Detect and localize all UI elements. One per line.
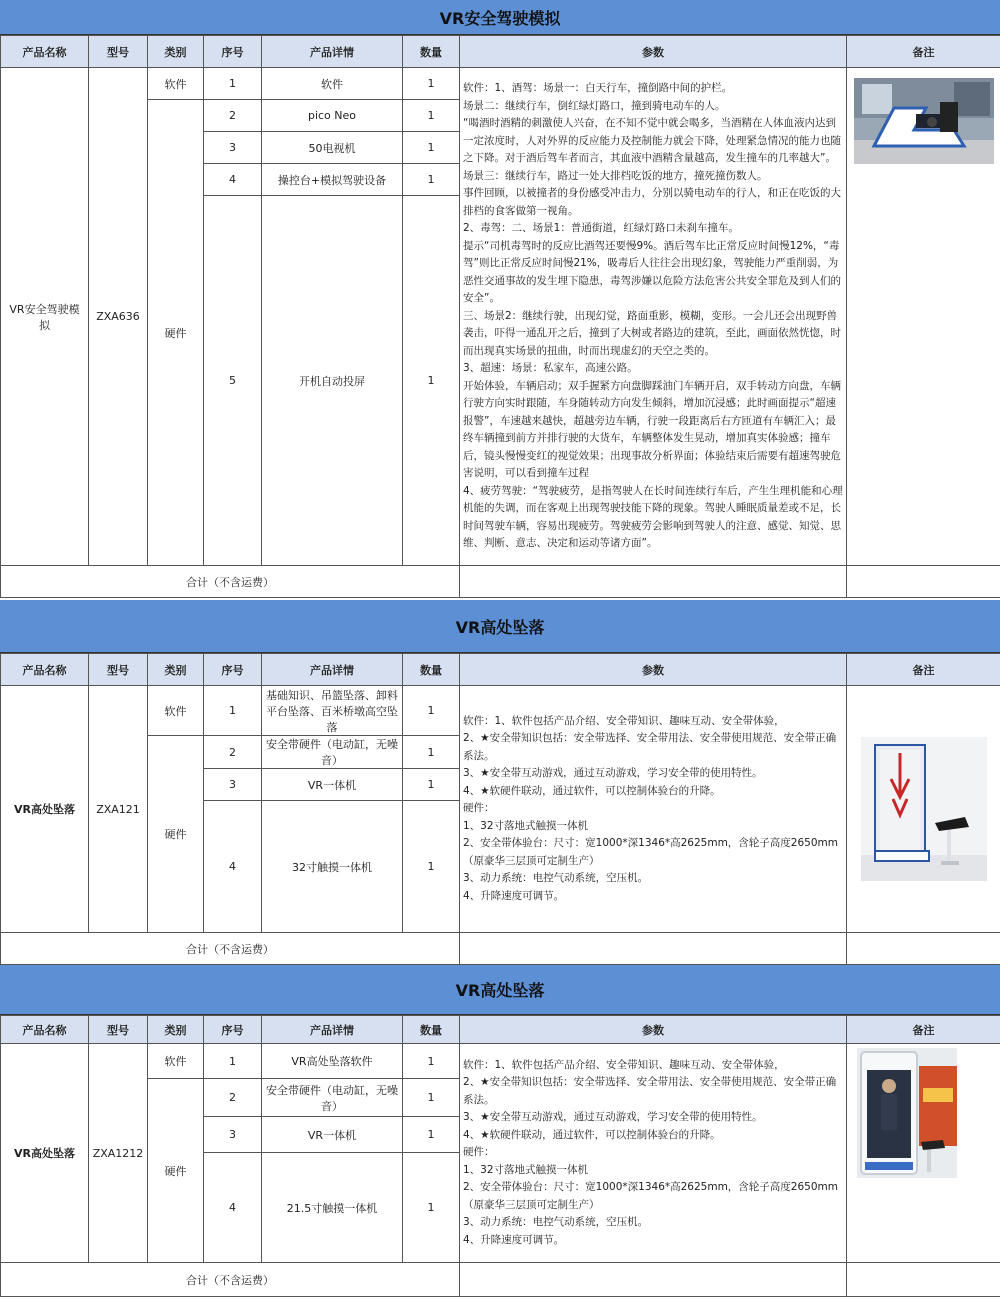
total-label: 合计（不含运费） — [1, 1263, 460, 1297]
params-line: 1、32寸落地式触摸一体机 — [463, 1163, 589, 1176]
row-seq: 2 — [204, 1079, 262, 1117]
row-detail: 软件 — [262, 68, 403, 100]
remark-cell — [847, 1044, 1000, 1263]
product-model: ZXA1212 — [89, 1044, 148, 1263]
row-qty: 1 — [403, 686, 460, 736]
header-params: 参数 — [460, 1016, 847, 1044]
params-line: 软件：1、酒驾：场景一：白天行车，撞倒路中间的护栏。 — [463, 82, 733, 95]
row-detail: 安全带硬件（电动缸，无噪音） — [262, 1079, 403, 1117]
header-row — [1, 654, 1000, 686]
product-table — [0, 1015, 1000, 1297]
row-seq: 1 — [204, 686, 262, 736]
section-vr-driving — [0, 0, 1000, 598]
product-table — [0, 35, 1000, 598]
params-line: 4、升降速度可调节。 — [463, 889, 565, 902]
params-line: 3、动力系统：电控气动系统，空压机。 — [463, 1216, 649, 1229]
row-qty: 1 — [403, 801, 460, 933]
header-remark: 备注 — [847, 654, 1000, 686]
total-value — [460, 1263, 847, 1297]
params-line: 提示“司机毒驾时的反应比酒驾还要慢9%。酒后驾车比正常反应时间慢12%，“毒驾”则比正常反应时间慢21%，吸毒后人往往会出现幻象，驾驶能力严重削弱，为恶性交通事故的发生埋下隐患，毒驾涉嫌以危险方法危害公共安全罪危及到人们的安全”。 — [463, 239, 841, 305]
total-remark — [847, 933, 1000, 965]
total-label: 合计（不含运费） — [1, 933, 460, 965]
row-seq: 1 — [204, 1044, 262, 1079]
header-model: 型号 — [89, 1016, 148, 1044]
total-row — [1, 566, 1000, 598]
params-line: “喝酒时酒精的刺激使人兴奋，在不知不觉中就会喝多，当酒精在人体血液内达到一定浓度时，人对外界的反应能力及控制能力就会下降，处理紧急情况的能力也随之下降。对于酒后驾车者而言，其血液中酒精含量越高，发生撞车的几率越大”。 — [463, 117, 841, 165]
product-name: VR高处坠落 — [1, 686, 89, 933]
row-detail: 基础知识、吊篮坠落、卸料平台坠落、百米桥墩高空坠落 — [262, 686, 403, 736]
section-title: VR高处坠落 — [0, 965, 1000, 1015]
row-seq: 1 — [204, 68, 262, 100]
category-software: 软件 — [148, 686, 204, 736]
params-line: 4、★软硬件联动，通过软件，可以控制体验台的升降。 — [463, 784, 721, 797]
params-line: 4、★软硬件联动，通过软件，可以控制体验台的升降。 — [463, 1128, 721, 1141]
header-seq: 序号 — [204, 654, 262, 686]
category-software: 软件 — [148, 1044, 204, 1079]
params-cell — [460, 686, 847, 933]
params-line: 场景三：继续行车，路过一处大排档吃饭的地方，撞死撞伤数人。 — [463, 169, 768, 182]
params-line: 事件回顾，以被撞者的身份感受冲击力，分别以骑电动车的行人，和正在吃饭的大排档的食客做第一视角。 — [463, 187, 841, 217]
row-seq: 2 — [204, 736, 262, 769]
params-line: 硬件： — [463, 1146, 495, 1159]
row-qty: 1 — [403, 164, 460, 196]
total-remark — [847, 1263, 1000, 1297]
header-seq: 序号 — [204, 36, 262, 68]
row-detail: pico Neo — [262, 100, 403, 132]
params-line: 2、★安全带知识包括：安全带选择、安全带用法、安全带使用规范、安全带正确系法。 — [463, 732, 837, 762]
params-line: 三、场景2：继续行驶，出现幻觉，路面重影，模糊，变形。一会儿还会出现野兽袭击，吓得一通乱开之后，撞到了大树或者路边的建筑，至此，画面依然恍惚，时而出现真实场景的扭曲，时而出现虚幻的天空之类的。 — [463, 309, 841, 357]
header-name: 产品名称 — [1, 654, 89, 686]
params-line: 3、★安全带互动游戏，通过互动游戏，学习安全带的使用特性。 — [463, 1111, 763, 1124]
params-line: 2、毒驾：二、场景1：普通街道，红绿灯路口未刹车撞车。 — [463, 222, 739, 235]
header-details: 产品详情 — [262, 1016, 403, 1044]
row-qty: 1 — [403, 1117, 460, 1153]
row-detail: VR一体机 — [262, 1117, 403, 1153]
params-line: 2、安全带体验台：尺寸：宽1000*深1346*高2625mm，含轮子高度2650mm（原豪华三层顶可定制生产） — [463, 1181, 838, 1211]
total-label: 合计（不含运费） — [1, 566, 460, 598]
row-seq: 3 — [204, 1117, 262, 1153]
row-seq: 3 — [204, 132, 262, 164]
header-category: 类别 — [148, 36, 204, 68]
header-model: 型号 — [89, 654, 148, 686]
row-qty: 1 — [403, 1044, 460, 1079]
row-qty: 1 — [403, 769, 460, 801]
total-value — [460, 933, 847, 965]
params-line: 软件：1、软件包括产品介绍、安全带知识、趣味互动、安全带体验， — [463, 714, 785, 727]
driving-simulator-photo — [854, 78, 994, 164]
params-line: 软件：1、软件包括产品介绍、安全带知识、趣味互动、安全带体验， — [463, 1058, 785, 1071]
header-row — [1, 1016, 1000, 1044]
params-line: 1、32寸落地式触摸一体机 — [463, 819, 589, 832]
header-qty: 数量 — [403, 654, 460, 686]
params-cell — [460, 1044, 847, 1263]
total-remark — [847, 566, 1000, 598]
category-hardware: 硬件 — [148, 736, 204, 933]
header-seq: 序号 — [204, 1016, 262, 1044]
category-hardware: 硬件 — [148, 1079, 204, 1263]
header-category: 类别 — [148, 1016, 204, 1044]
row-qty: 1 — [403, 132, 460, 164]
params-line: 4、疲劳驾驶：“驾驶疲劳，是指驾驶人在长时间连续行车后，产生生理机能和心理机能的失调，而在客观上出现驾驶技能下降的现象。驾驶人睡眠质量差或不足，长时间驾驶车辆，容易出现疲劳。驾驶疲劳会影响到驾驶人的注意、感觉、知觉、思维、判断、意志、决定和运动等诸方面”。 — [463, 484, 843, 550]
row-seq: 2 — [204, 100, 262, 132]
header-category: 类别 — [148, 654, 204, 686]
params-cell — [460, 68, 847, 566]
row-detail: 开机自动投屏 — [262, 196, 403, 566]
params-line: 2、安全带体验台：尺寸：宽1000*深1346*高2625mm，含轮子高度2650mm（原豪华三层顶可定制生产） — [463, 837, 838, 867]
row-detail: 50电视机 — [262, 132, 403, 164]
row-qty: 1 — [403, 1079, 460, 1117]
row-detail: 安全带硬件（电动缸，无噪音） — [262, 736, 403, 769]
row-detail: VR一体机 — [262, 769, 403, 801]
total-value — [460, 566, 847, 598]
row-seq: 4 — [204, 164, 262, 196]
header-details: 产品详情 — [262, 36, 403, 68]
header-remark: 备注 — [847, 1016, 1000, 1044]
header-row — [1, 36, 1000, 68]
row-seq: 5 — [204, 196, 262, 566]
section-title: VR高处坠落 — [0, 600, 1000, 653]
remark-cell — [847, 686, 1000, 933]
row-seq: 4 — [204, 801, 262, 933]
table-row — [1, 1044, 1000, 1079]
header-model: 型号 — [89, 36, 148, 68]
row-detail: 操控台+模拟驾驶设备 — [262, 164, 403, 196]
product-table — [0, 653, 1000, 965]
total-row — [1, 1263, 1000, 1297]
params-line: 3、★安全带互动游戏，通过互动游戏，学习安全带的使用特性。 — [463, 767, 763, 780]
row-detail: 21.5寸触摸一体机 — [262, 1153, 403, 1263]
header-params: 参数 — [460, 36, 847, 68]
row-detail: VR高处坠落软件 — [262, 1044, 403, 1079]
params-line: 场景二：继续行车，倒红绿灯路口，撞到骑电动车的人。 — [463, 99, 726, 112]
header-params: 参数 — [460, 654, 847, 686]
fall-booth-photo — [857, 1048, 957, 1178]
row-qty: 1 — [403, 1153, 460, 1263]
header-name: 产品名称 — [1, 36, 89, 68]
row-qty: 1 — [403, 196, 460, 566]
params-line: 4、升降速度可调节。 — [463, 1233, 565, 1246]
row-qty: 1 — [403, 68, 460, 100]
total-row — [1, 933, 1000, 965]
category-hardware: 硬件 — [148, 100, 204, 566]
product-name: VR安全驾驶模拟 — [1, 68, 89, 566]
header-qty: 数量 — [403, 36, 460, 68]
row-seq: 4 — [204, 1153, 262, 1263]
header-name: 产品名称 — [1, 1016, 89, 1044]
params-line: 开始体验，车辆启动；双手握紧方向盘脚踩油门车辆开启，双手转动方向盘，车辆行驶方向实时跟随，车身随转动方向发生倾斜，增加沉浸感；此时画面提示“超速报警”，车速越来越快，超越旁边车辆，行驶一段距离后右方匝道有车辆汇入；最终车辆撞到前方并排行驶的大货车，车辆整体发生晃动，增加真实体验感；撞车后，镜头慢慢变红的视觉效果；出现事故分析界面；体验结束后需要有超速驾驶危害说明，可以看到撞车过程 — [463, 379, 841, 480]
header-qty: 数量 — [403, 1016, 460, 1044]
row-seq: 3 — [204, 769, 262, 801]
remark-cell — [847, 68, 1000, 566]
product-name: VR高处坠落 — [1, 1044, 89, 1263]
product-model: ZXA121 — [89, 686, 148, 933]
row-qty: 1 — [403, 736, 460, 769]
params-line: 3、动力系统：电控气动系统，空压机。 — [463, 872, 649, 885]
row-qty: 1 — [403, 100, 460, 132]
table-row — [1, 686, 1000, 736]
fall-frame-photo — [861, 737, 987, 881]
params-line: 硬件： — [463, 802, 495, 815]
section-vr-fall-2 — [0, 965, 1000, 1297]
category-software: 软件 — [148, 68, 204, 100]
header-details: 产品详情 — [262, 654, 403, 686]
table-row — [1, 68, 1000, 100]
product-model: ZXA636 — [89, 68, 148, 566]
params-line: 3、超速：场景：私家车，高速公路。 — [463, 362, 638, 375]
row-detail: 32寸触摸一体机 — [262, 801, 403, 933]
header-remark: 备注 — [847, 36, 1000, 68]
params-line: 2、★安全带知识包括：安全带选择、安全带用法、安全带使用规范、安全带正确系法。 — [463, 1076, 837, 1106]
section-vr-fall-1 — [0, 600, 1000, 965]
section-title: VR安全驾驶模拟 — [0, 0, 1000, 35]
